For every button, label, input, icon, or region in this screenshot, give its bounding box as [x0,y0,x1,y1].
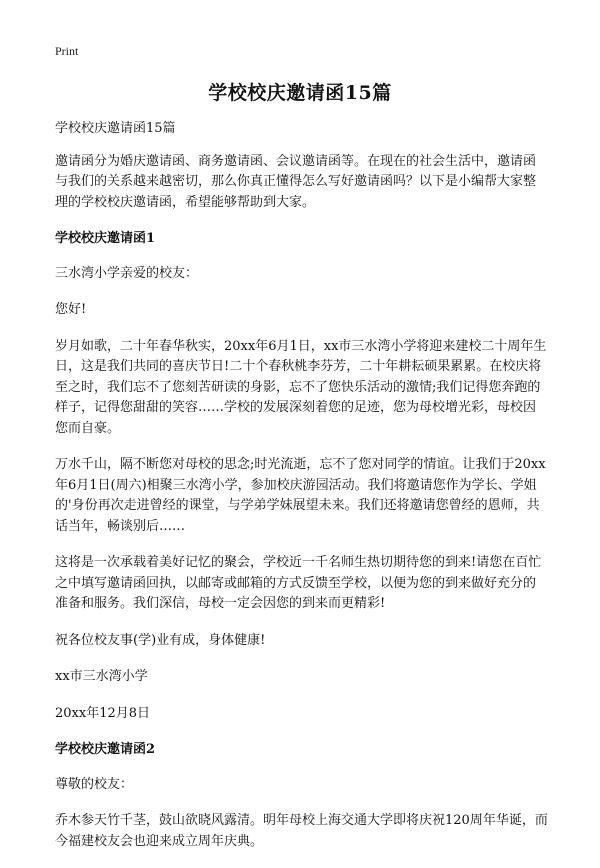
letter2-paragraph-1: 乔木参天竹千茎，鼓山欲晓风露清。明年母校上海交通大学即将庆祝120周年华诞，而今福建校友会也迎来成立周年庆典。 [55,813,548,849]
article-body [55,119,548,868]
article-subtitle: 学校校庆邀请函15篇 [55,121,176,136]
letter-date: 20xx年12月8日 [55,705,151,721]
letter-paragraph-1: 岁月如歌，二十年春华秋实，20xx年6月1日，xx市三水湾小学将迎来建校二十周年生日，这是我们共同的喜庆节日!二十个春秋桃李芬芳，二十年耕耘硕果累累。在校庆将至之时，我们忘不了您刻苦研读的身影，忘不了您快乐活动的激情;我们记得您奔跑的样子，记得您甜甜的笑容……学校的发展深刻着您的足迹，您为母校增光彩，母校因您而自豪。 [55,338,547,436]
letter2-greeting: 尊敬的校友： [55,776,134,792]
letter-hello: 您好! [55,302,87,317]
page-title: 学校校庆邀请函15篇 [208,82,392,104]
letter-paragraph-3: 这将是一次承载着美好记忆的聚会，学校近一千名师生热切期待您的到来!请您在百忙之中填写邀请函回执，以邮寄或邮箱的方式反馈至学校，以便为您的到来做好充分的准备和服务。我们深信，母校一定会因您的到来而更精彩! [55,555,542,611]
print-link[interactable]: Print [55,44,79,58]
letter-wish: 祝各位校友事(学)业有成，身体健康! [55,632,266,648]
section-heading-2: 学校校庆邀请函2 [55,742,156,757]
section-heading-1: 学校校庆邀请函1 [55,231,156,246]
letter-greeting: 三水湾小学亲爱的校友： [55,265,199,281]
letter-signature: xx市三水湾小学 [55,669,148,684]
intro-paragraph: 邀请函分为婚庆邀请函、商务邀请函、会议邀请函等。在现在的社会生活中，邀请函与我们的关系越来越密切，那么你真正懂得怎么写好邀请函吗？以下是小编帮大家整理的学校校庆邀请函，希望能够帮助到大家。 [55,153,537,210]
letter-paragraph-2: 万水千山，隔不断您对母校的思念;时光流逝，忘不了您对同学的情谊。让我们于20xx年6月1日(周六)相聚三水湾小学，参加校庆游园活动。我们将邀请您作为学长、学姐的'身份再次走进曾经的课堂，与学弟学妹展望未来。我们还将邀请您曾经的恩师，共话当年，畅谈别后…… [55,457,546,534]
